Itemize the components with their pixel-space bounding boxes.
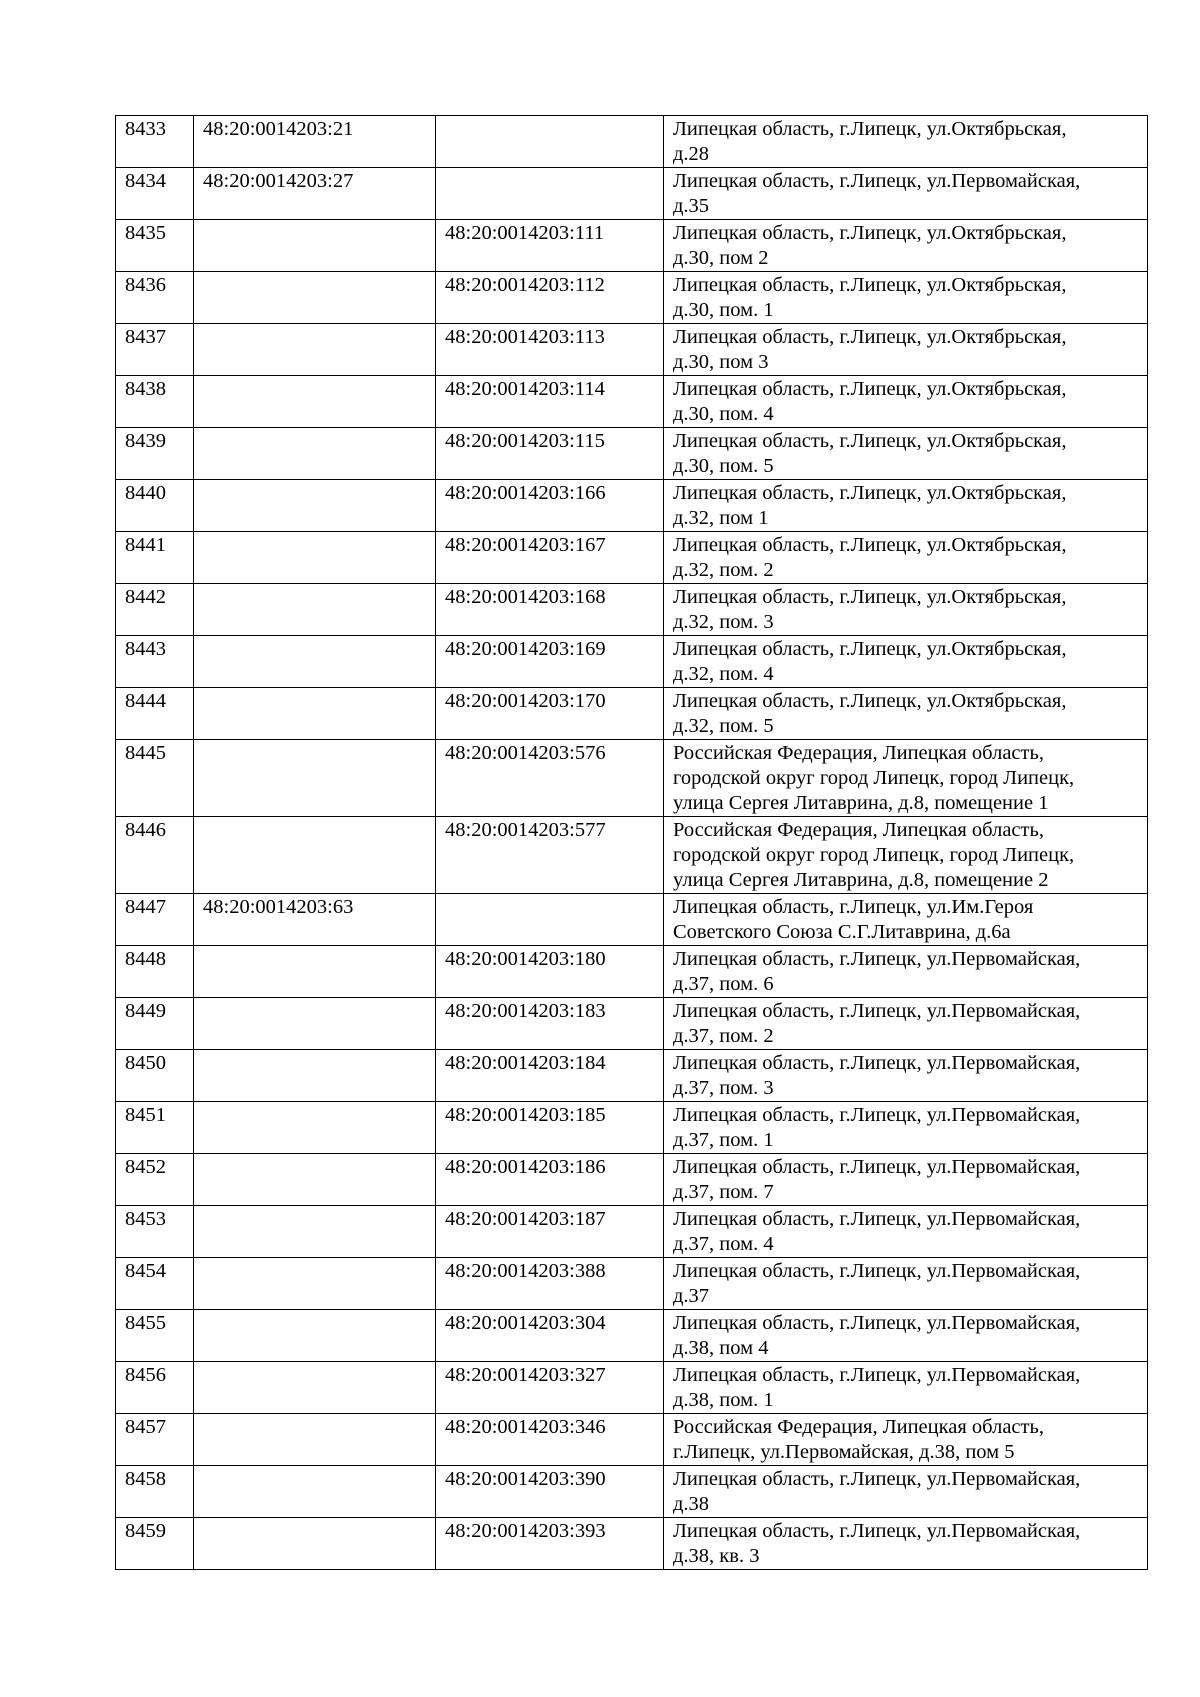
table-row	[116, 584, 1148, 636]
row-number-cell: 8443	[116, 636, 194, 688]
land-cadastral-number-cell	[194, 1518, 436, 1570]
address-cell: Липецкая область, г.Липецк, ул.Октябрьская, д.28	[664, 116, 1148, 168]
table-row	[116, 324, 1148, 376]
land-cadastral-number-cell	[194, 220, 436, 272]
row-number-cell: 8449	[116, 998, 194, 1050]
row-number-cell: 8458	[116, 1466, 194, 1518]
row-number-cell: 8446	[116, 817, 194, 894]
land-cadastral-number-cell	[194, 324, 436, 376]
row-number-cell: 8434	[116, 168, 194, 220]
table-row	[116, 532, 1148, 584]
address-cell: Липецкая область, г.Липецк, ул.Первомайская, д.38, пом. 1	[664, 1362, 1148, 1414]
address-cell: Российская Федерация, Липецкая область, городской округ город Липецк, город Липецк, улица Сергея Литаврина, д.8, помещение 2	[664, 817, 1148, 894]
object-cadastral-number-cell: 48:20:0014203:170	[436, 688, 664, 740]
object-cadastral-number-cell	[436, 168, 664, 220]
row-number-cell: 8440	[116, 480, 194, 532]
land-cadastral-number-cell	[194, 998, 436, 1050]
table-row	[116, 740, 1148, 817]
object-cadastral-number-cell: 48:20:0014203:187	[436, 1206, 664, 1258]
cadastral-table	[115, 115, 1148, 1570]
table-row	[116, 1154, 1148, 1206]
address-cell: Липецкая область, г.Липецк, ул.Октябрьская, д.30, пом. 1	[664, 272, 1148, 324]
row-number-cell: 8433	[116, 116, 194, 168]
row-number-cell: 8456	[116, 1362, 194, 1414]
land-cadastral-number-cell	[194, 1362, 436, 1414]
table-row	[116, 480, 1148, 532]
object-cadastral-number-cell: 48:20:0014203:186	[436, 1154, 664, 1206]
object-cadastral-number-cell: 48:20:0014203:115	[436, 428, 664, 480]
address-cell: Липецкая область, г.Липецк, ул.Октябрьская, д.30, пом 3	[664, 324, 1148, 376]
address-cell: Российская Федерация, Липецкая область, г.Липецк, ул.Первомайская, д.38, пом 5	[664, 1414, 1148, 1466]
land-cadastral-number-cell	[194, 1310, 436, 1362]
table-row	[116, 116, 1148, 168]
land-cadastral-number-cell	[194, 1258, 436, 1310]
address-cell: Липецкая область, г.Липецк, ул.Первомайская, д.38, пом 4	[664, 1310, 1148, 1362]
land-cadastral-number-cell	[194, 584, 436, 636]
object-cadastral-number-cell: 48:20:0014203:169	[436, 636, 664, 688]
row-number-cell: 8439	[116, 428, 194, 480]
object-cadastral-number-cell: 48:20:0014203:113	[436, 324, 664, 376]
table-row	[116, 220, 1148, 272]
table-row	[116, 1102, 1148, 1154]
address-cell: Липецкая область, г.Липецк, ул.Первомайская, д.37, пом. 7	[664, 1154, 1148, 1206]
land-cadastral-number-cell	[194, 1050, 436, 1102]
object-cadastral-number-cell: 48:20:0014203:184	[436, 1050, 664, 1102]
object-cadastral-number-cell: 48:20:0014203:111	[436, 220, 664, 272]
row-number-cell: 8453	[116, 1206, 194, 1258]
land-cadastral-number-cell	[194, 817, 436, 894]
object-cadastral-number-cell: 48:20:0014203:390	[436, 1466, 664, 1518]
land-cadastral-number-cell: 48:20:0014203:21	[194, 116, 436, 168]
land-cadastral-number-cell	[194, 428, 436, 480]
land-cadastral-number-cell	[194, 688, 436, 740]
row-number-cell: 8454	[116, 1258, 194, 1310]
address-cell: Липецкая область, г.Липецк, ул.Первомайская, д.37, пом. 2	[664, 998, 1148, 1050]
object-cadastral-number-cell: 48:20:0014203:166	[436, 480, 664, 532]
land-cadastral-number-cell	[194, 532, 436, 584]
address-cell: Липецкая область, г.Липецк, ул.Октябрьская, д.30, пом. 4	[664, 376, 1148, 428]
land-cadastral-number-cell: 48:20:0014203:27	[194, 168, 436, 220]
land-cadastral-number-cell	[194, 946, 436, 998]
address-cell: Липецкая область, г.Липецк, ул.Первомайская, д.35	[664, 168, 1148, 220]
object-cadastral-number-cell: 48:20:0014203:114	[436, 376, 664, 428]
row-number-cell: 8445	[116, 740, 194, 817]
object-cadastral-number-cell: 48:20:0014203:183	[436, 998, 664, 1050]
table-row	[116, 817, 1148, 894]
table-row	[116, 894, 1148, 946]
row-number-cell: 8441	[116, 532, 194, 584]
address-cell: Липецкая область, г.Липецк, ул.Первомайская, д.38, кв. 3	[664, 1518, 1148, 1570]
table-row	[116, 688, 1148, 740]
object-cadastral-number-cell	[436, 116, 664, 168]
row-number-cell: 8452	[116, 1154, 194, 1206]
address-cell: Российская Федерация, Липецкая область, городской округ город Липецк, город Липецк, улица Сергея Литаврина, д.8, помещение 1	[664, 740, 1148, 817]
table-row	[116, 1414, 1148, 1466]
table-row	[116, 1466, 1148, 1518]
table-row	[116, 1362, 1148, 1414]
table-row	[116, 376, 1148, 428]
address-cell: Липецкая область, г.Липецк, ул.Первомайская, д.37, пом. 3	[664, 1050, 1148, 1102]
land-cadastral-number-cell	[194, 740, 436, 817]
row-number-cell: 8455	[116, 1310, 194, 1362]
address-cell: Липецкая область, г.Липецк, ул.Октябрьская, д.30, пом. 5	[664, 428, 1148, 480]
row-number-cell: 8436	[116, 272, 194, 324]
table-row	[116, 1310, 1148, 1362]
row-number-cell: 8451	[116, 1102, 194, 1154]
address-cell: Липецкая область, г.Липецк, ул.Первомайская, д.37, пом. 1	[664, 1102, 1148, 1154]
land-cadastral-number-cell	[194, 1206, 436, 1258]
address-cell: Липецкая область, г.Липецк, ул.Октябрьская, д.32, пом. 5	[664, 688, 1148, 740]
land-cadastral-number-cell	[194, 480, 436, 532]
row-number-cell: 8435	[116, 220, 194, 272]
object-cadastral-number-cell: 48:20:0014203:180	[436, 946, 664, 998]
table-row	[116, 168, 1148, 220]
address-cell: Липецкая область, г.Липецк, ул.Октябрьская, д.32, пом. 4	[664, 636, 1148, 688]
object-cadastral-number-cell: 48:20:0014203:327	[436, 1362, 664, 1414]
row-number-cell: 8444	[116, 688, 194, 740]
row-number-cell: 8457	[116, 1414, 194, 1466]
object-cadastral-number-cell: 48:20:0014203:577	[436, 817, 664, 894]
address-cell: Липецкая область, г.Липецк, ул.Октябрьская, д.30, пом 2	[664, 220, 1148, 272]
address-cell: Липецкая область, г.Липецк, ул.Первомайская, д.37	[664, 1258, 1148, 1310]
row-number-cell: 8438	[116, 376, 194, 428]
address-cell: Липецкая область, г.Липецк, ул.Первомайская, д.37, пом. 4	[664, 1206, 1148, 1258]
object-cadastral-number-cell: 48:20:0014203:167	[436, 532, 664, 584]
cadastral-table-body	[116, 116, 1148, 1570]
object-cadastral-number-cell: 48:20:0014203:388	[436, 1258, 664, 1310]
table-row	[116, 998, 1148, 1050]
object-cadastral-number-cell: 48:20:0014203:112	[436, 272, 664, 324]
land-cadastral-number-cell	[194, 1102, 436, 1154]
table-row	[116, 1258, 1148, 1310]
object-cadastral-number-cell: 48:20:0014203:576	[436, 740, 664, 817]
land-cadastral-number-cell	[194, 272, 436, 324]
address-cell: Липецкая область, г.Липецк, ул.Октябрьская, д.32, пом. 2	[664, 532, 1148, 584]
address-cell: Липецкая область, г.Липецк, ул.Первомайская, д.38	[664, 1466, 1148, 1518]
object-cadastral-number-cell: 48:20:0014203:346	[436, 1414, 664, 1466]
row-number-cell: 8448	[116, 946, 194, 998]
address-cell: Липецкая область, г.Липецк, ул.Октябрьская, д.32, пом. 3	[664, 584, 1148, 636]
row-number-cell: 8442	[116, 584, 194, 636]
row-number-cell: 8459	[116, 1518, 194, 1570]
address-cell: Липецкая область, г.Липецк, ул.Им.Героя Советского Союза С.Г.Литаврина, д.6а	[664, 894, 1148, 946]
land-cadastral-number-cell	[194, 1154, 436, 1206]
object-cadastral-number-cell: 48:20:0014203:304	[436, 1310, 664, 1362]
table-row	[116, 272, 1148, 324]
object-cadastral-number-cell: 48:20:0014203:185	[436, 1102, 664, 1154]
table-row	[116, 428, 1148, 480]
row-number-cell: 8437	[116, 324, 194, 376]
table-row	[116, 1518, 1148, 1570]
row-number-cell: 8447	[116, 894, 194, 946]
table-row	[116, 636, 1148, 688]
land-cadastral-number-cell	[194, 376, 436, 428]
row-number-cell: 8450	[116, 1050, 194, 1102]
table-row	[116, 1050, 1148, 1102]
land-cadastral-number-cell	[194, 1414, 436, 1466]
table-row	[116, 946, 1148, 998]
object-cadastral-number-cell: 48:20:0014203:393	[436, 1518, 664, 1570]
land-cadastral-number-cell: 48:20:0014203:63	[194, 894, 436, 946]
land-cadastral-number-cell	[194, 636, 436, 688]
address-cell: Липецкая область, г.Липецк, ул.Первомайская, д.37, пом. 6	[664, 946, 1148, 998]
address-cell: Липецкая область, г.Липецк, ул.Октябрьская, д.32, пом 1	[664, 480, 1148, 532]
table-row	[116, 1206, 1148, 1258]
object-cadastral-number-cell: 48:20:0014203:168	[436, 584, 664, 636]
object-cadastral-number-cell	[436, 894, 664, 946]
land-cadastral-number-cell	[194, 1466, 436, 1518]
